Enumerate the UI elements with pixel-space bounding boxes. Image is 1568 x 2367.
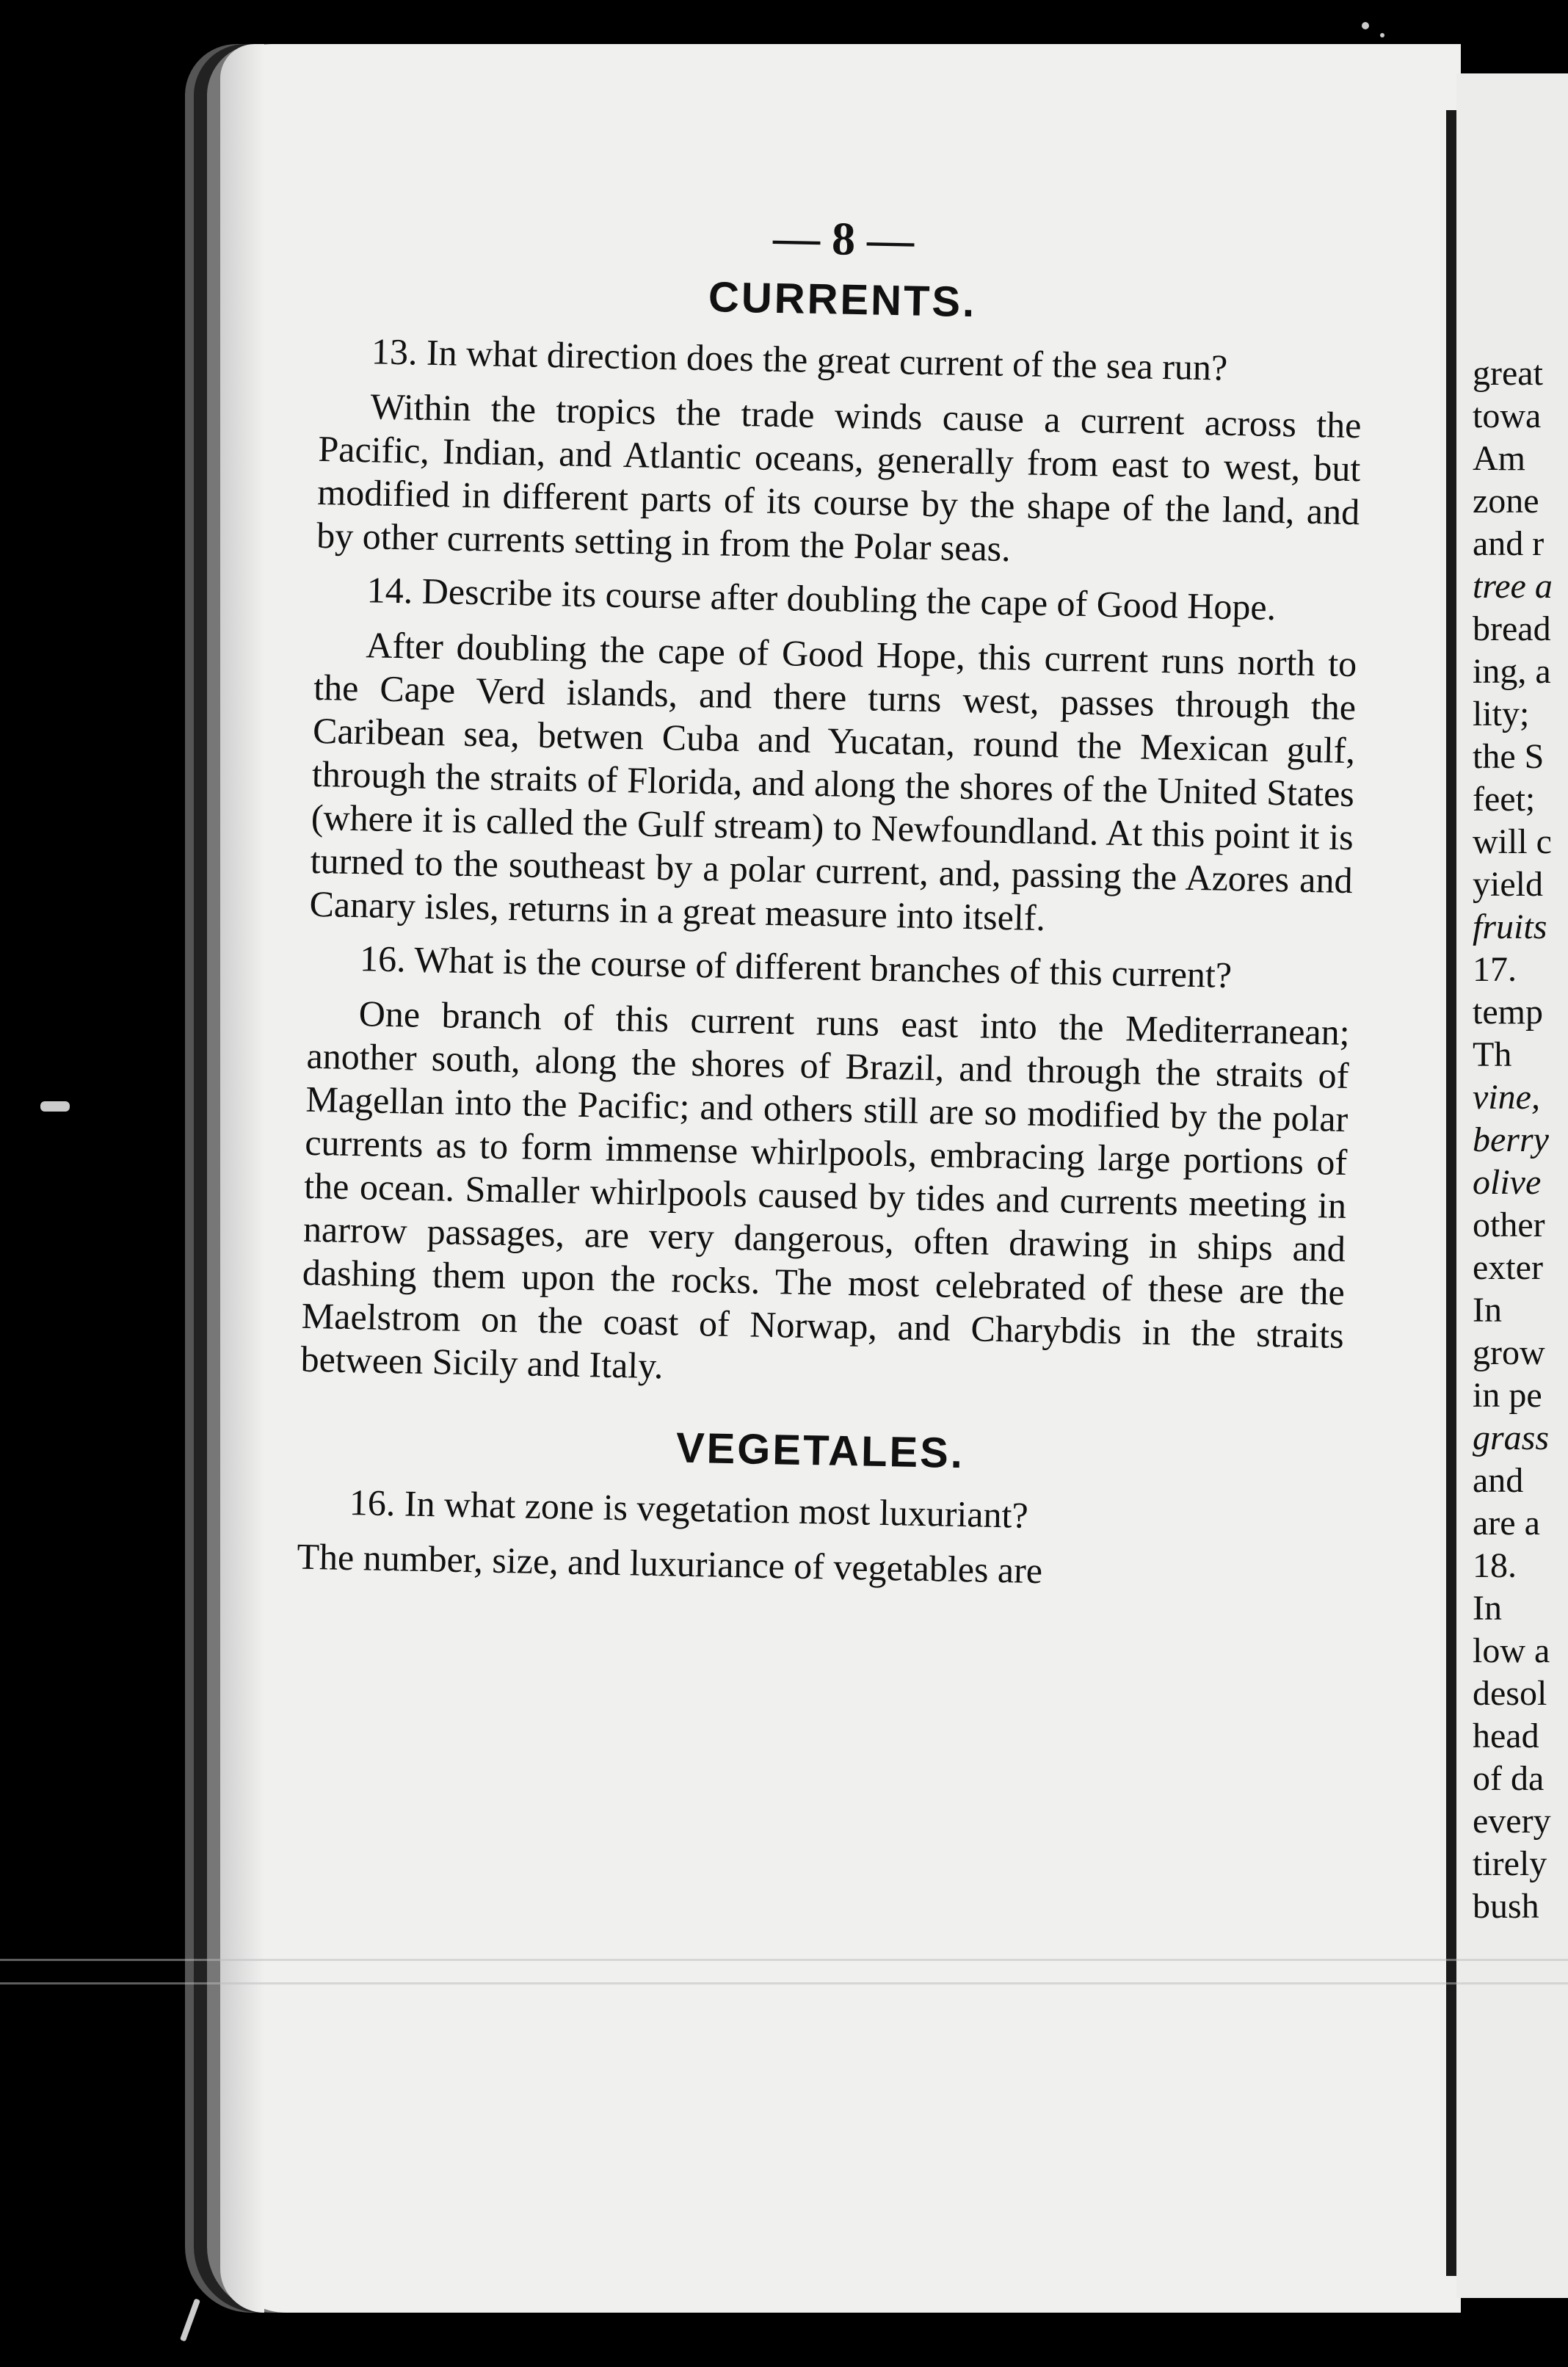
scan-artifact-line xyxy=(0,1959,1568,1961)
answer-13: Within the tropics the trade winds cause a current across the Pacific, Indian, and Atlantic oceans, generally from east to west, but modified in different parts of its course by the shape of the land, and by other currents setting in from the Polar seas. xyxy=(316,385,1362,570)
question-text: What is the course of different branches of this current? xyxy=(413,938,1233,996)
right-page-line: yield xyxy=(1473,865,1543,904)
question-text: In what direction does the great current of the sea run? xyxy=(426,331,1228,388)
right-page-line: feet; xyxy=(1473,780,1536,819)
section-heading-currents: CURRENTS. xyxy=(708,273,977,327)
right-page-line: 18. xyxy=(1473,1546,1517,1585)
right-book-page-fragment xyxy=(1456,73,1568,2298)
right-page-line: Th xyxy=(1473,1035,1512,1074)
question-14 xyxy=(315,568,1358,631)
right-page-line: berry xyxy=(1473,1120,1549,1159)
page-gutter xyxy=(1446,110,1456,2276)
right-page-line: other xyxy=(1473,1206,1545,1244)
page-edge-shadow xyxy=(220,44,264,2313)
right-page-line: great xyxy=(1473,354,1543,393)
scan-speck xyxy=(1380,33,1384,37)
question-16-currents xyxy=(308,936,1351,999)
question-text: Describe its course after doubling the cape of Good Hope. xyxy=(421,570,1277,628)
question-number: 16. xyxy=(349,1482,396,1524)
question-16-vegetation xyxy=(297,1480,1340,1543)
right-page-line: In xyxy=(1473,1291,1502,1330)
right-page-line: temp xyxy=(1473,993,1543,1032)
right-page-line: bread xyxy=(1473,609,1551,648)
right-page-line: every xyxy=(1473,1802,1551,1841)
right-page-line: low a xyxy=(1473,1631,1550,1670)
right-page-line: desol xyxy=(1473,1674,1547,1713)
right-page-line: lity; xyxy=(1473,695,1530,733)
right-page-line: and xyxy=(1473,1461,1524,1500)
right-page-line: and r xyxy=(1473,524,1545,563)
right-page-line: head xyxy=(1473,1717,1539,1755)
question-number: 13. xyxy=(371,330,418,373)
right-page-line: of da xyxy=(1473,1759,1545,1798)
answer-16-vegetation: The number, size, and luxuriance of vegetables are xyxy=(297,1535,1043,1592)
right-page-line: zone xyxy=(1473,482,1539,521)
question-number: 16. xyxy=(359,938,407,980)
section-heading-vegetales: VEGETALES. xyxy=(675,1424,965,1478)
right-page-line: Am xyxy=(1473,439,1525,478)
right-page-line: vine, xyxy=(1473,1078,1540,1117)
page-number: — 8 — xyxy=(772,211,915,267)
left-book-page xyxy=(220,44,1461,2313)
right-page-line: exter xyxy=(1473,1248,1543,1287)
scan-speck xyxy=(40,1101,70,1112)
right-page-line: tree a xyxy=(1473,567,1553,606)
question-13 xyxy=(320,329,1363,392)
scan-speck xyxy=(1362,22,1369,29)
right-page-line: olive xyxy=(1473,1163,1542,1202)
question-number: 14. xyxy=(366,569,413,612)
scan-speck xyxy=(180,2298,200,2341)
right-page-line: will c xyxy=(1473,822,1552,861)
question-text: In what zone is vegetation most luxuriant? xyxy=(404,1482,1029,1536)
right-page-line: the S xyxy=(1473,737,1545,776)
right-page-text-lines xyxy=(1473,352,1568,1928)
right-page-line: 17. xyxy=(1473,950,1517,989)
right-page-line: grow xyxy=(1473,1333,1545,1372)
right-page-line: bush xyxy=(1473,1887,1539,1926)
right-page-line: ing, a xyxy=(1473,652,1551,691)
answer-14: After doubling the cape of Good Hope, this current runs north to the Cape Verd islands, and there turns west, passes through the Caribean sea, betwen Cuba and Yucatan, round the Mexican gulf, through the straits of Florida, and along the shores of the United States (where it is called the Gulf stream) to Newfoundland. At this point it is turned to the southeast by a polar current, and, passing the Azores and Canary isles, returns in a great measure into itself. xyxy=(309,624,1357,939)
right-page-line: tirely xyxy=(1473,1844,1547,1883)
right-page-line: grass xyxy=(1473,1418,1550,1457)
answer-16-currents: One branch of this current runs east into the Mediterranean; another south, along the shores of Brazil, and through the straits of Magellan into the Pacific; and others still are so modified by the polar currents as to form immense whirlpools, embracing large portions of the ocean. Smaller whirlpools caused by tides and currents meeting in narrow passages, are very dangerous, often drawing in ships and dashing them upon the rocks. The most celebrated of these are the Maelstrom on the coast of Norwap, and Charybdis in the straits between Sicily and Italy. xyxy=(300,993,1351,1387)
scan-artifact-line xyxy=(0,1982,1568,1984)
right-page-line: fruits xyxy=(1473,907,1547,946)
page-text-column xyxy=(297,202,1365,1598)
right-page-line: In xyxy=(1473,1589,1502,1628)
right-page-line: in pe xyxy=(1473,1376,1542,1415)
right-page-line: towa xyxy=(1473,396,1542,435)
right-page-line: are a xyxy=(1473,1504,1540,1543)
